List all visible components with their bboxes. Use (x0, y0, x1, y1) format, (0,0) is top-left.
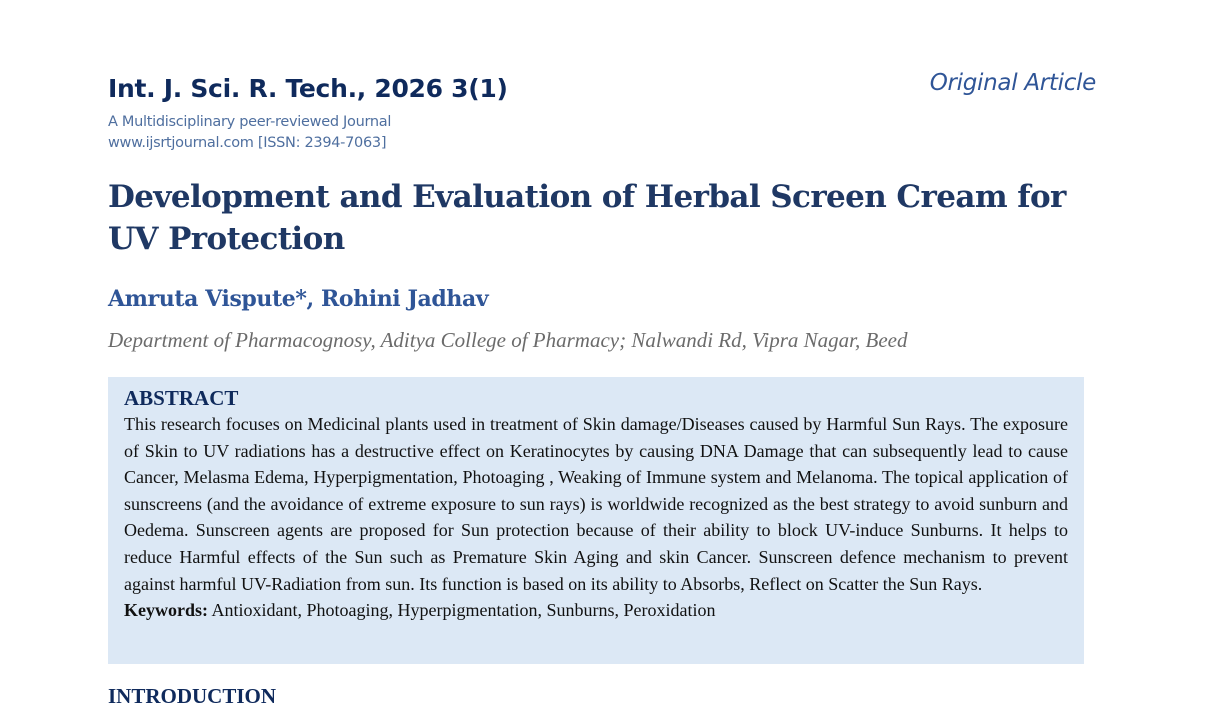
abstract-text: This research focuses on Medicinal plants used in treatment of Skin damage/Diseases caused by Harmful Sun Rays. The exposure of Skin to UV radiations has a destructive effect on Keratinocytes by causing DNA Damage that can subsequently lead to cause Cancer, Melasma Edema, Hyperpigmentation, Photoaging , Weaking of Immune system and Melanoma. The topical application of sunscreens (and the avoidance of extreme exposure to sun rays) is worldwide recognized as the best strategy to avoid sunburn and Oedema. Sunscreen agents are proposed for Sun protection because of their ability to block UV-induce Sunburns. It helps to reduce Harmful effects of the Sun such as Premature Skin Aging and skin Cancer. Sunscreen defence mechanism to prevent against harmful UV-Radiation from sun. Its function is based on its ability to Absorbs, Reflect on Scatter the Sun Rays. (124, 414, 1068, 594)
author-list: Amruta Vispute*, Rohini Jadhav (108, 286, 489, 312)
journal-tagline: A Multidisciplinary peer-reviewed Journal (108, 114, 392, 130)
keywords-list: Antioxidant, Photoaging, Hyperpigmentation, Sunburns, Peroxidation (211, 600, 716, 621)
introduction-heading: INTRODUCTION (108, 684, 277, 708)
keywords-label: Keywords: (124, 600, 208, 621)
keywords-line (124, 597, 1068, 623)
author-affiliation: Department of Pharmacognosy, Aditya College of Pharmacy; Nalwandi Rd, Vipra Nagar, Beed (108, 328, 908, 352)
abstract-heading: ABSTRACT (124, 386, 239, 410)
paper-title: Development and Evaluation of Herbal Screen Cream for UV Protection (108, 179, 1066, 257)
article-type-label: Original Article (929, 70, 1096, 96)
journal-title: Int. J. Sci. R. Tech., 2026 3(1) (108, 74, 508, 103)
abstract-box (108, 377, 1084, 664)
journal-website-issn: www.ijsrtjournal.com [ISSN: 2394-7063] (108, 135, 387, 151)
